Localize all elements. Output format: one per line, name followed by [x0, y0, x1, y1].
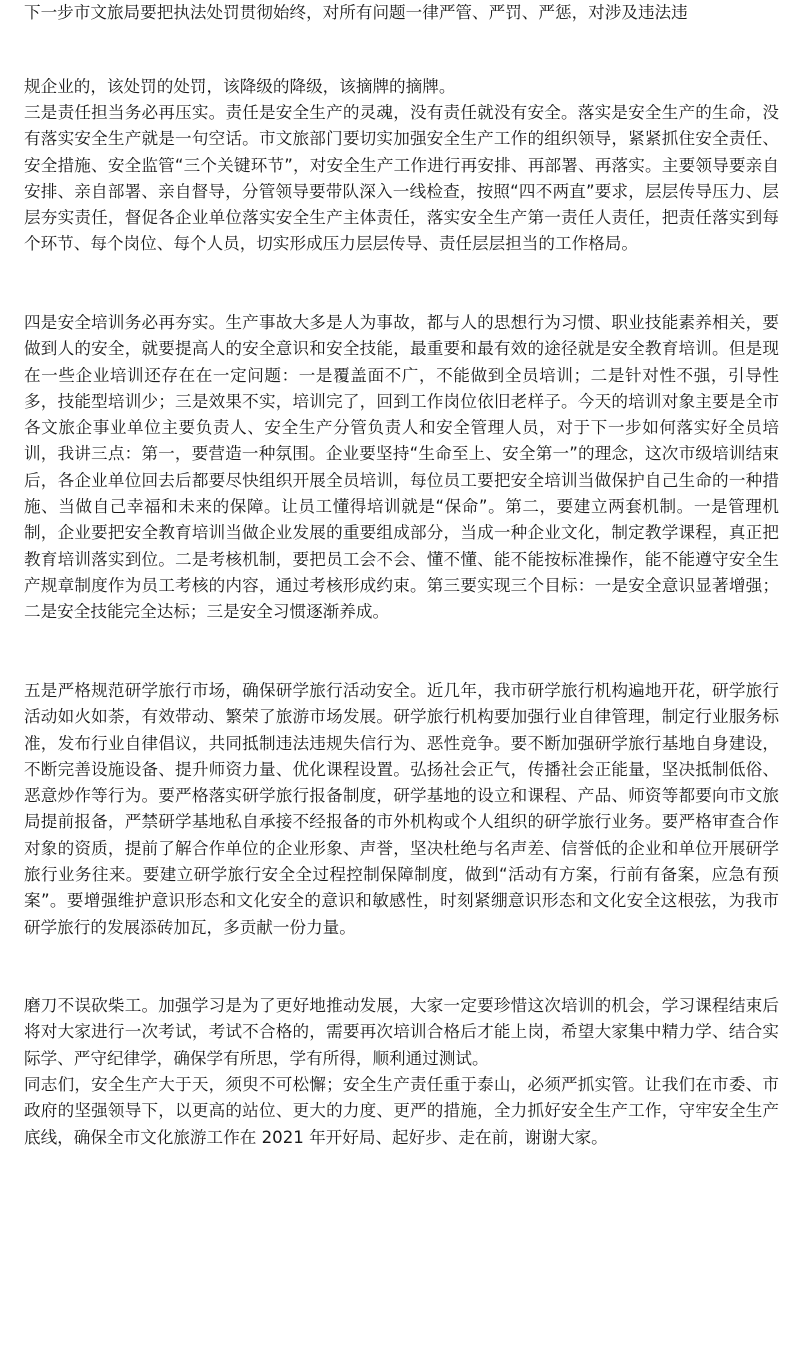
- paragraph-continuation-end: 规企业的，该处罚的处罚，该降级的降级，该摘牌的摘牌。: [24, 77, 456, 96]
- paragraph-study-travel: 五是严格规范研学旅行市场，确保研学旅行活动安全。近几年，我市研学旅行机构遍地开花，研学旅行活动如火如荼，有效带动、繁荣了旅游市场发展。研学旅行机构要加强行业自律管理，制定行业服务标准，发布行业自律倡议，共同抵制违法违规失信行为、恶性竞争。要不断加强研学旅行基地自身建设，不断完善设施设备、提升师资力量、优化课程设置。弘扬社会正气，传播社会正能量，坚决抵制低俗、恶意炒作等行为。要严格落实研学旅行报备制度，研学基地的设立和课程、产品、师资等都要向市文旅局提前报备，严禁研学基地私自承接不经报备的市外机构或个人组织的研学旅行业务。要严格审查合作对象的资质，提前了解合作单位的企业形象、声誉，坚决杜绝与名声差、信誉低的企业和单位开展研学旅行业务往来。要建立研学旅行安全全过程控制保障制度，做到“活动有方案，行前有备案，应急有预案”。要增强维护意识形态和文化安全的意识和敏感性，时刻紧绷意识形态和文化安全这根弦，为我市研学旅行的发展添砖加瓦，多贡献一份力量。: [24, 681, 779, 937]
- paragraph-continuation: 下一步市文旅局要把执法处罚贯彻始终，对所有问题一律严管、严罚、严惩，对涉及违法违: [24, 3, 688, 22]
- paragraph-closing: 同志们，安全生产大于天，须臾不可松懈；安全生产责任重于泰山，必须严抓实管。让我们在市委、市政府的坚强领导下，以更高的站位、更大的力度、更严的措施，全力抓好安全生产工作，守牢安全生产底线，确保全市文化旅游工作在 2021 年开好局、起好步、走在前，谢谢大家。: [24, 1075, 779, 1147]
- paragraph-training: 四是安全培训务必再夯实。生产事故大多是人为事故，都与人的思想行为习惯、职业技能素养相关，要做到人的安全，就要提高人的安全意识和安全技能，最重要和最有效的途径就是安全教育培训。但是现在一些企业培训还存在在一定问题：一是覆盖面不广，不能做到全员培训；二是针对性不强，引导性多，技能型培训少；三是效果不实，培训完了，回到工作岗位依旧老样子。今天的培训对象主要是全市各文旅企事业单位主要负责人、安全生产分管负责人和安全管理人员，对于下一步如何落实好全员培训，我讲三点：第一，要营造一种氛围。企业要坚持“生命至上、安全第一”的理念，这次市级培训结束后，各企业单位回去后都要尽快组织开展全员培训，每位员工要把安全培训当做保护自己生命的一种措施、当做自己幸福和未来的保障。让员工懂得培训就是“保命”。第二，要建立两套机制。一是管理机制，企业要把安全教育培训当做企业发展的重要组成部分，当成一种企业文化，制定教学课程，真正把教育培训落实到位。二是考核机制，要把员工会不会、懂不懂、能不能按标准操作，能不能遵守安全生产规章制度作为员工考核的内容，通过考核形成约束。第三要实现三个目标：一是安全意识显著增强；二是安全技能完全达标；三是安全习惯逐渐养成。: [24, 313, 779, 622]
- paragraph-responsibility: 三是责任担当务必再压实。责任是安全生产的灵魂，没有责任就没有安全。落实是安全生产的生命，没有落实安全生产就是一句空话。市文旅部门要切实加强安全生产工作的组织领导，紧紧抓住安全责任、安全措施、安全监管“三个关键环节”，对安全生产工作进行再安排、再部署、再落实。主要领导要亲自安排、亲自部署、亲自督导，分管领导要带队深入一线检查，按照“四不两直”要求，层层传导压力、层层夯实责任，督促各企业单位落实安全生产主体责任，落实安全生产第一责任人责任，把责任落实到每个环节、每个岗位、每个人员，切实形成压力层层传导、责任层层担当的工作格局。: [24, 103, 779, 254]
- paragraph-learning: 磨刀不误砍柴工。加强学习是为了更好地推动发展，大家一定要珍惜这次培训的机会，学习课程结束后将对大家进行一次考试，考试不合格的，需要再次培训合格后才能上岗，希望大家集中精力学、结合实际学、严守纪律学，确保学有所思，学有所得，顺利通过测试。: [24, 996, 779, 1068]
